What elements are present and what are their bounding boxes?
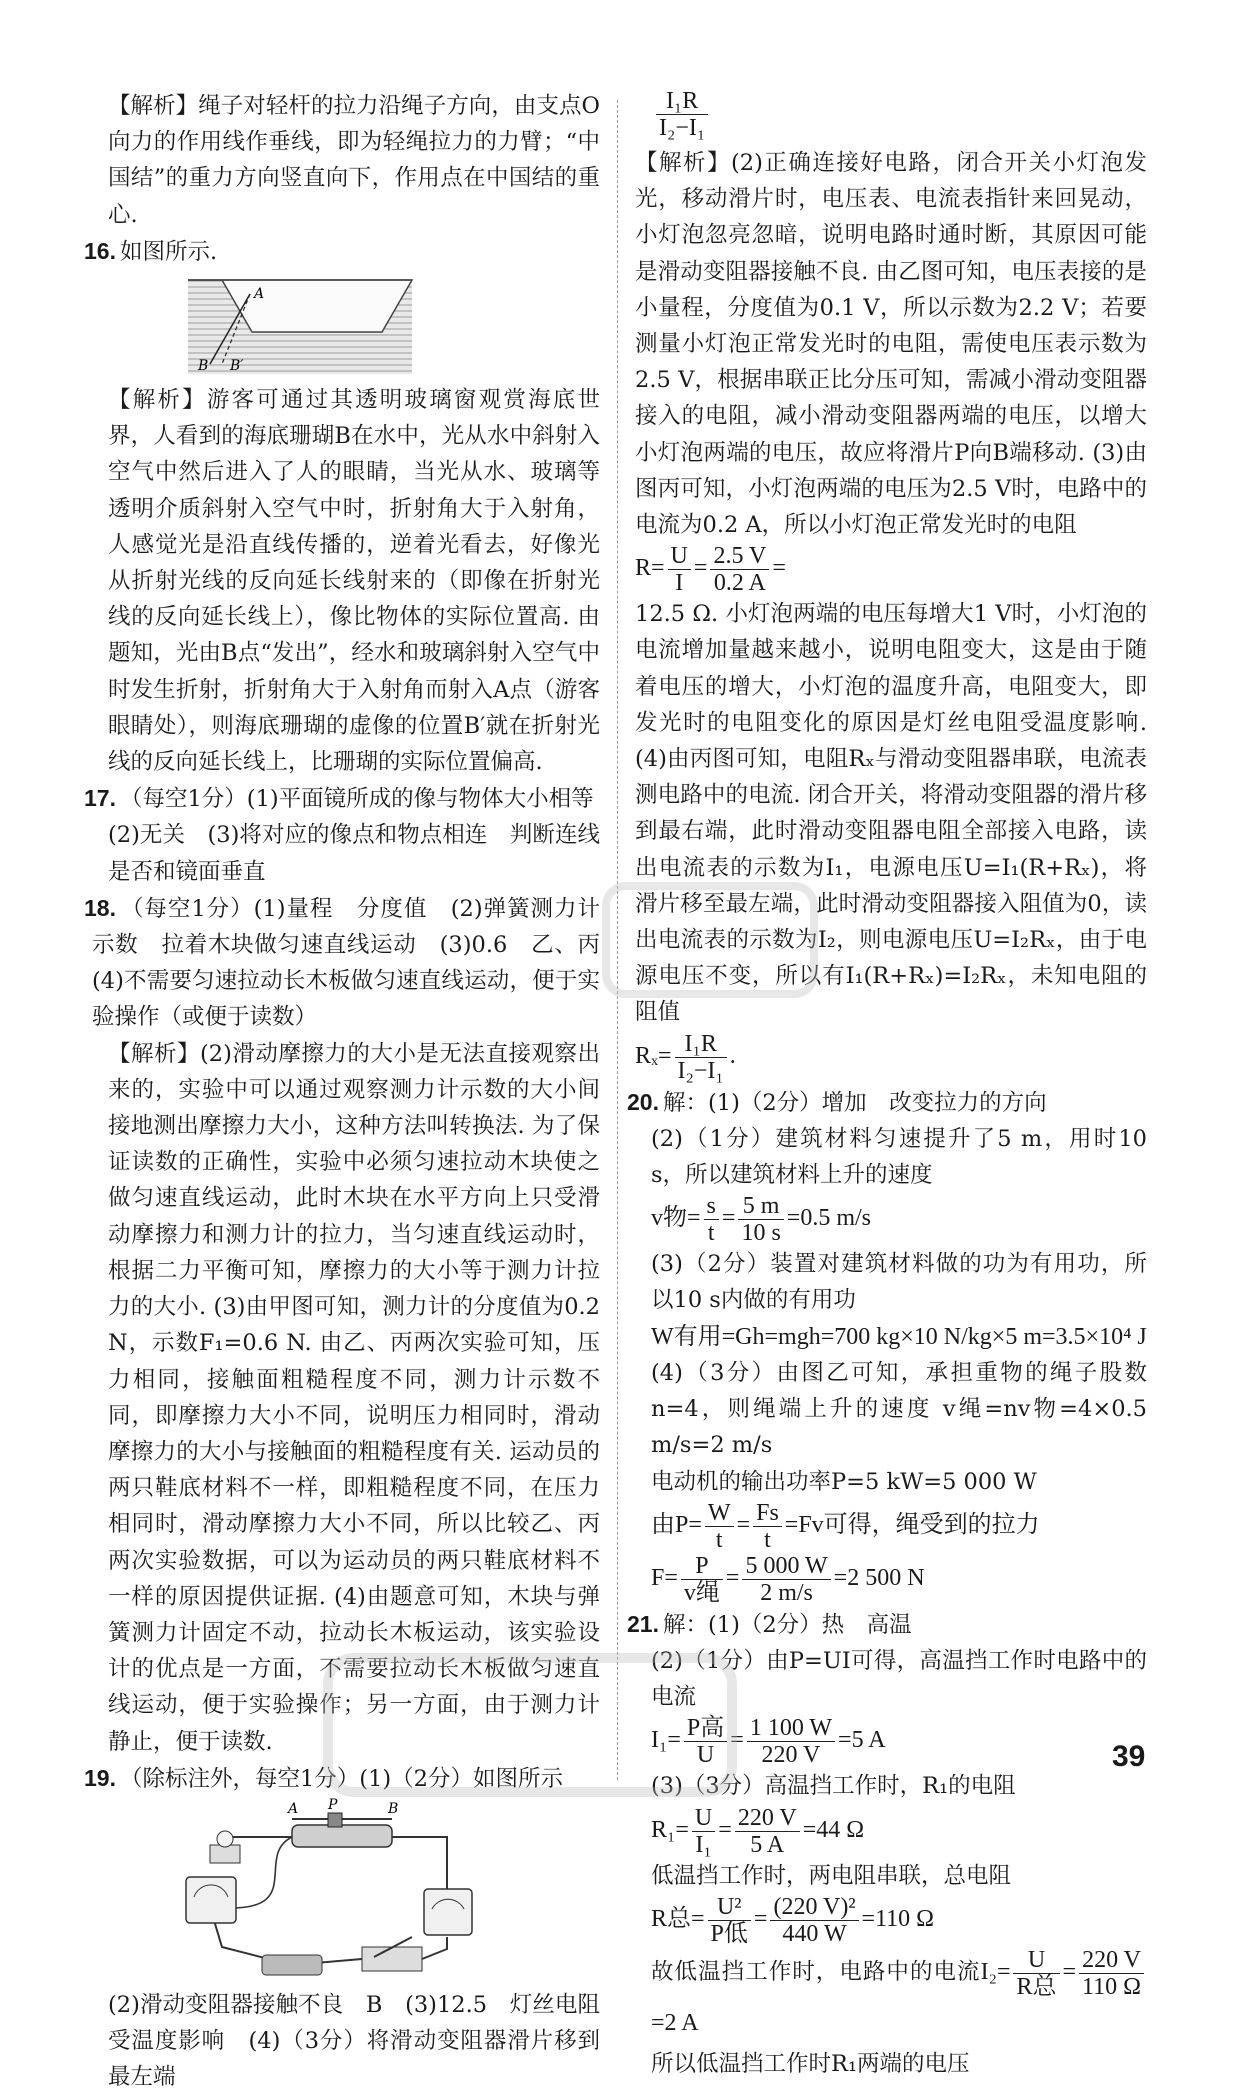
- fraction-denominator: 0.2 A: [713, 570, 766, 597]
- point-b-label: B: [198, 358, 209, 375]
- answer-21a: 解：(1)（2分）热 高温: [662, 1611, 912, 1638]
- voltmeter: [424, 1889, 472, 1935]
- power-equation: 由P= $\frac{W}{t}$ = $\frac{Fs}{t}$ =Fv可得，绳受到的拉力: [651, 1499, 1040, 1553]
- terminal-a-label: A: [288, 1800, 299, 1817]
- fraction-denominator: t: [707, 1220, 715, 1247]
- fraction-denominator: I₂−I₁: [659, 115, 706, 141]
- eq-lhs: R₁=: [651, 1816, 689, 1843]
- total-resistance-equation: R总= $\frac{\text{U²}}{\text{P低}}$ = $\frac{\text{(220 V)²}}{440 W}$ =110 Ω: [651, 1893, 935, 1947]
- analysis-19-continued: 12.5 Ω. 小灯泡两端的电压每增大1 V时，小灯泡的电流增加量越来越小，说明电阻变大，这是由于随着电压的增大，小灯泡的温度升高，电阻变大，即发光时的电阻变化的原因是灯丝电阻受温度影响. (4)由丙图可知，电阻Rₓ与滑动变阻器串联，电流表测电路中的电流. 闭合开关，将滑动变阻器的滑片移到最右端，此时滑动变阻器电阻全部接入电路，读出电流表的示数为I₁，电源电压U=I₁(R+Rₓ)，将滑片移至最左端，此时滑动变阻器接入阻值为0，读出电流表的示数为I₂，则电源电压U=I₂Rₓ，由于电源电压不变，所以有I₁(R+Rₓ)=I₂Rₓ，未知电阻的阻值: [635, 601, 1147, 1026]
- left-column: [84, 88, 623, 2096]
- answer-19b: (2)滑动变阻器接触不良 B (3)12.5 灯丝电阻受温度影响 (4)（3分）将滑动变阻器滑片移到最左端: [108, 1991, 600, 2091]
- analysis-16: 【解析】游客可通过其透明玻璃窗观赏海底世界，人看到的海底珊瑚B在水中，光从水中斜射入空气中然后进入了人的眼睛，当光从水、玻璃等透明介质斜射入空气中时，折射角大于入射角，人感觉光是沿直线传播的，逆着光看去，好像光从折射光线的反向延长线射来的（即像在折射光线的反向延长线上），像比物体的实际位置高. 由题知，光由B点“发出”，经水和玻璃斜射入空气中时发生折射，折射角大于入射角而射入A点（游客眼睛处），则海底珊瑚的虚像的位置B′就在折射光线的反向延长线上，比珊瑚的实际位置偏高.: [108, 387, 600, 776]
- fraction-numerator: (220 V)²: [770, 1894, 858, 1921]
- circuit-diagram: [92, 1797, 600, 1987]
- fraction-denominator: t: [715, 1526, 723, 1553]
- fraction-numerator: I₁R: [675, 1031, 727, 1058]
- question-number: 21.: [627, 1610, 659, 1637]
- answer-21d: 低温挡工作时，两电阻串联，总电阻: [651, 1862, 1012, 1889]
- fraction-denominator: I₁: [695, 1831, 712, 1858]
- answer-21f: 所以低温挡工作时R₁两端的电压: [651, 2050, 970, 2077]
- current-i2-equation: 故低温挡工作时，电路中的电流I₂= $\frac{U}{\text{R总}}$ = $\frac{220 V}{110 \Omega}$ =2 A: [635, 1947, 1147, 2046]
- answer-17a: （每空1分）(1)平面镜所成的像与物体大小相等: [119, 786, 594, 813]
- eq-rhs: =44 Ω: [802, 1816, 865, 1843]
- fraction-denominator: 5 A: [750, 1831, 785, 1858]
- fraction-numerator: 5 000 W: [742, 1553, 830, 1580]
- fraction-numerator: 220 V: [1079, 1947, 1144, 1974]
- velocity-equation: v物= $\frac{s}{t}$ = $\frac{5 m}{10 s}$ =0.5 m/s: [651, 1193, 871, 1247]
- eq-lhs: R=: [635, 555, 665, 582]
- point-b-prime-label: B′: [230, 358, 244, 375]
- eq-lhs: Rₓ=: [635, 1042, 672, 1069]
- fraction-numerator: P高: [684, 1715, 727, 1742]
- slider-p-label: P: [328, 1796, 338, 1813]
- eq-lhs: F=: [651, 1564, 678, 1591]
- current-i1-equation: I₁= $\frac{\text{P高}}{U}$ = $\frac{1 100 W}{220 V}$ =5 A: [651, 1715, 886, 1769]
- answer-20c: (3)（2分）装置对建筑材料做的功为有用功，所以10 s内做的有用功: [651, 1251, 1147, 1314]
- fraction-denominator: 110 Ω: [1082, 1973, 1141, 2000]
- eq-lhs: R总=: [651, 1905, 705, 1932]
- battery: [262, 1955, 322, 1975]
- question-21: [627, 1606, 1147, 1643]
- work-equation: W有用=Gh=mgh=700 kg×10 N/kg×5 m=3.5×10⁴ J: [651, 1323, 1147, 1350]
- fraction-denominator: 220 V: [761, 1742, 821, 1769]
- rx-equation: Rₓ= $\frac{\text{I₁R}}{\text{I₂−I₁}}$ .: [635, 1030, 736, 1084]
- question-number: 19.: [84, 1764, 116, 1791]
- terminal-b-label: B: [388, 1800, 399, 1817]
- fraction-numerator: I₁R: [656, 88, 708, 115]
- question-18: [84, 890, 623, 1036]
- fraction-denominator: I: [675, 570, 684, 597]
- eq-rhs: =2 A: [651, 2009, 699, 2036]
- question-number: 20.: [627, 1088, 659, 1115]
- answer-17b: (2)无关 (3)将对应的像点和物点相连 判断连线是否和镜面垂直: [108, 822, 600, 885]
- fraction-numerator: Fs: [753, 1500, 782, 1527]
- fraction-numerator: U: [1013, 1947, 1059, 1974]
- question-20: [627, 1084, 1147, 1121]
- fraction-numerator: 2.5 V: [710, 543, 769, 570]
- eq-lhs: I₂=: [980, 1958, 1011, 1985]
- eq-rhs: =5 A: [838, 1727, 886, 1754]
- question-19: [84, 1760, 600, 1797]
- analysis-19: 【解析】(2)正确连接好电路，闭合开关小灯泡发光，移动滑片时，电压表、电流表指针来回晃动，小灯泡忽亮忽暗，说明电路时通时断，其原因可能是滑动变阻器接触不良. 由乙图可知，电压表接的是小量程，分度值为0.1 V，所以示数为2.2 V；若要测量小灯泡正常发光时的电阻，需使电压表示数为2.5 V，根据串联正比分压可知，需减小滑动变阻器接入的电阻，减小滑动变阻器两端的电压，以增大小灯泡两端的电压，故应将滑片P向B端移动. (3)由图丙可知，小灯泡两端的电压为2.5 V时，电路中的电流为0.2 A，所以小灯泡正常发光时的电阻: [635, 150, 1147, 539]
- page-number: 39: [1112, 1740, 1146, 1773]
- force-equation: F= $\frac{P}{\text{v绳}}$ = $\frac{5 000 W}{2 m/s}$ =2 500 N: [651, 1552, 925, 1606]
- eq-lhs: v物=: [651, 1205, 701, 1232]
- eq-rhs: =110 Ω: [861, 1905, 935, 1932]
- question-17: [84, 780, 600, 817]
- fraction-numerator: 1 100 W: [747, 1715, 835, 1742]
- eq-rhs: =0.5 m/s: [786, 1205, 871, 1232]
- answer-20b: (2)（1分）建筑材料匀速提升了5 m，用时10 s，所以建筑材料上升的速度: [651, 1125, 1147, 1189]
- switch: [362, 1947, 422, 1971]
- question-number: 18.: [84, 894, 116, 921]
- answer-21e: 故低温挡工作时，电路中的电流: [651, 1958, 981, 1985]
- bulb-holder: [210, 1845, 240, 1863]
- question-number: 17.: [84, 785, 116, 812]
- right-column: [627, 88, 1147, 2082]
- eq-rhs: =Fv可得，绳受到的拉力: [784, 1511, 1040, 1538]
- question-number: 16.: [84, 237, 116, 264]
- question-16: [84, 233, 600, 270]
- rheostat-slider: [328, 1813, 342, 1827]
- eq-lhs: 由P=: [651, 1511, 702, 1538]
- fraction-denominator: v绳: [683, 1579, 720, 1606]
- fraction-numerator: P: [681, 1553, 723, 1580]
- analysis-15: 【解析】绳子对轻杆的拉力沿绳子方向，由支点O向力的作用线作垂线，即为轻绳拉力的力臂；“中国结”的重力方向竖直向下，作用点在中国结的重心.: [108, 93, 600, 228]
- answer-21b: (2)（1分）由P=UI可得，高温挡工作时电路中的电流: [651, 1647, 1147, 1711]
- top-fraction: [635, 88, 1147, 141]
- fraction-denominator: t: [764, 1526, 771, 1553]
- refraction-diagram: [92, 272, 600, 378]
- fraction-denominator: I₂−I₁: [677, 1057, 724, 1084]
- answer-20e: 电动机的输出功率P=5 kW=5 000 W: [651, 1468, 1037, 1495]
- r1-equation: R₁= $\frac{U}{\text{I₁}}$ = $\frac{220 V}{5 A}$ =44 Ω: [651, 1804, 865, 1858]
- answer-21c: (3)（3分）高温挡工作时，R₁的电阻: [651, 1773, 1016, 1800]
- answer-20d: (4)（3分）由图乙可知，承担重物的绳子股数n=4，则绳端上升的速度 v绳=nv物=4×0.5 m/s=2 m/s: [651, 1359, 1147, 1459]
- fraction-denominator: R总: [1016, 1973, 1057, 2000]
- fraction-numerator: U: [668, 543, 691, 570]
- fraction-numerator: W: [705, 1500, 734, 1527]
- answer-19a: （除标注外，每空1分）(1)（2分）如图所示: [119, 1765, 563, 1792]
- point-a-label: A: [254, 286, 265, 303]
- fraction-denominator: P低: [710, 1920, 748, 1947]
- fraction-numerator: 5 m: [738, 1193, 783, 1220]
- fraction-denominator: 2 m/s: [760, 1579, 813, 1606]
- fraction-numerator: s: [704, 1193, 719, 1220]
- eq-rhs: =2 500 N: [833, 1564, 925, 1591]
- fraction-numerator: 220 V: [735, 1805, 800, 1832]
- fraction-denominator: 440 W: [782, 1920, 847, 1947]
- fraction-denominator: U: [696, 1742, 715, 1769]
- lamp: [217, 1831, 233, 1847]
- eq-lhs: I₁=: [651, 1727, 681, 1754]
- fraction-numerator: U²: [708, 1894, 751, 1921]
- answer-18: （每空1分）(1)量程 分度值 (2)弹簧测力计示数 拉着木块做匀速直线运动 (3)0.6 乙、丙 (4)不需要匀速拉动长木板做匀速直线运动，便于实验操作（或便于读数）: [92, 895, 623, 1031]
- ammeter: [186, 1877, 236, 1923]
- fraction-denominator: 10 s: [741, 1220, 781, 1247]
- resistance-equation: R= $\frac{U}{I}$ = $\frac{2.5 V}{0.2 A}$ =: [635, 543, 786, 597]
- fraction-numerator: U: [692, 1805, 715, 1832]
- answer-20a: 解：(1)（2分）增加 改变拉力的方向: [662, 1089, 1047, 1116]
- question-16-text: 如图所示.: [119, 238, 218, 265]
- rheostat: [292, 1825, 392, 1847]
- analysis-18: 【解析】(2)滑动摩擦力的大小是无法直接观察出来的，实验中可以通过观察测力计示数的大小间接地测出摩擦力大小，这种方法叫转换法. 为了保证读数的正确性，实验中必须匀速拉动木块使之做匀速直线运动，此时木块在水平方向上只受滑动摩擦力和测力计的拉力，当匀速直线运动时，根据二力平衡可知，摩擦力的大小等于测力计拉力的大小. (3)由甲图可知，测力计的分度值为0.2 N，示数F₁=0.6 N. 由乙、丙两次实验可知，压力相同，接触面粗糙程度不同，测力计示数不同，即摩擦力大小不同，说明压力相同时，滑动摩擦力的大小与接触面的粗糙程度有关. 运动员的两只鞋底材料不一样，即粗糙程度不同，在压力相同时，滑动摩擦力大小不同，所以比较乙、丙两次实验数据，可以为运动员的两只鞋底材料不一样的原因提供证据. (4)由题意可知，木块与弹簧测力计固定不动，拉动长木板运动，该实验设计的优点是一方面，不需要拉动长木板做匀速直线运动，便于实验操作；另一方面，由于测力计静止，便于读数.: [108, 1040, 600, 1755]
